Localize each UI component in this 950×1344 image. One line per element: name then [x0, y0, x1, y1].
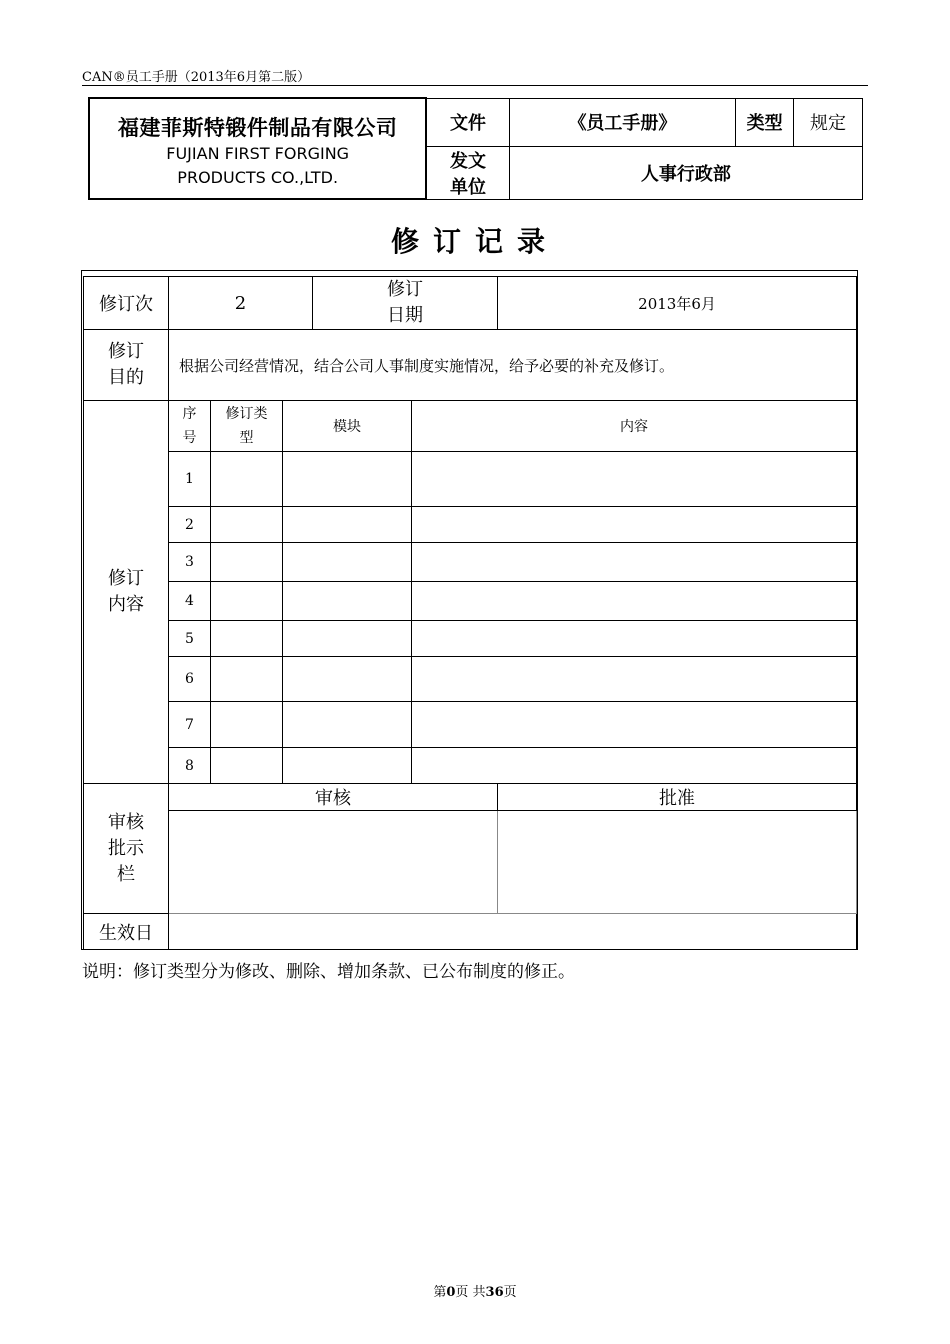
footer-post: 页	[503, 1285, 517, 1300]
company-name-cn: 福建菲斯特锻件制品有限公司	[117, 115, 398, 140]
company-cell	[89, 98, 426, 199]
running-header: CAN®员工手册（2013年6月第二版）	[82, 70, 311, 85]
content-column-header: 内容	[412, 401, 857, 452]
revision-date-label-line2: 日期	[387, 305, 424, 326]
table-row	[84, 702, 857, 748]
page-footer	[0, 1281, 950, 1300]
seq-column-header-line1: 序	[182, 406, 197, 422]
approval-label-line3: 栏	[117, 863, 135, 885]
table-row	[84, 543, 857, 582]
row-content-cell	[412, 452, 857, 507]
file-value: 《员工手册》	[509, 98, 736, 146]
row-content-cell	[412, 748, 857, 784]
row-module-cell	[283, 452, 412, 507]
table-row	[84, 582, 857, 621]
review-header: 审核	[169, 784, 498, 811]
row-seq: 5	[169, 621, 211, 657]
revision-table	[83, 276, 857, 950]
table-row	[84, 452, 857, 507]
revision-purpose-text: 根据公司经营情况，结合公司人事制度实施情况，给予必要的补充及修订。	[169, 330, 857, 401]
revision-content-label-line1: 修订	[108, 568, 144, 589]
row-content-cell	[412, 621, 857, 657]
table-row	[84, 621, 857, 657]
row-seq: 1	[169, 452, 211, 507]
approval-label-line2: 批示	[108, 837, 144, 859]
row-module-cell	[283, 507, 412, 543]
revision-purpose-label	[84, 330, 169, 401]
row-seq: 2	[169, 507, 211, 543]
row-module-cell	[283, 748, 412, 784]
issuer-label-line1: 发文	[450, 150, 487, 172]
revision-no-value: 2	[169, 277, 313, 330]
file-label: 文件	[426, 98, 509, 146]
effective-date-field[interactable]	[169, 914, 857, 950]
issuer-value: 人事行政部	[509, 146, 862, 199]
module-column-header: 模块	[283, 401, 412, 452]
footer-mid: 页 共	[455, 1285, 486, 1300]
revision-date-label	[313, 277, 498, 330]
row-seq: 4	[169, 582, 211, 621]
company-name-en-line2: PRODUCTS CO.,LTD.	[177, 167, 339, 187]
approval-label-line1: 审核	[108, 811, 144, 833]
table-row	[84, 507, 857, 543]
row-content-cell	[412, 543, 857, 582]
row-content-cell	[412, 702, 857, 748]
type-column-header-line2: 型	[239, 430, 254, 446]
document-header-table	[88, 97, 863, 200]
row-module-cell	[283, 543, 412, 582]
company-name-en-line1: FUJIAN FIRST FORGING	[166, 143, 350, 163]
row-module-cell	[283, 702, 412, 748]
type-value: 规定	[794, 98, 863, 146]
table-row	[84, 657, 857, 702]
row-module-cell	[283, 657, 412, 702]
approve-header: 批准	[498, 784, 857, 811]
revision-date-value: 2013年6月	[498, 277, 857, 330]
seq-column-header	[169, 401, 211, 452]
revision-purpose-label-line2: 目的	[108, 367, 144, 388]
revision-purpose-label-line1: 修订	[108, 341, 144, 362]
type-label: 类型	[736, 98, 794, 146]
header-rule	[82, 85, 868, 86]
approval-label	[84, 784, 169, 914]
revision-content-label-line2: 内容	[108, 594, 144, 615]
row-type-cell	[211, 702, 283, 748]
row-type-cell	[211, 452, 283, 507]
row-type-cell	[211, 507, 283, 543]
row-seq: 6	[169, 657, 211, 702]
row-seq: 8	[169, 748, 211, 784]
seq-column-header-line2: 号	[182, 430, 197, 446]
row-module-cell	[283, 621, 412, 657]
row-type-cell	[211, 657, 283, 702]
revision-date-label-line1: 修订	[387, 279, 424, 300]
row-seq: 3	[169, 543, 211, 582]
type-column-header	[211, 401, 283, 452]
row-type-cell	[211, 543, 283, 582]
row-type-cell	[211, 748, 283, 784]
row-seq: 7	[169, 702, 211, 748]
review-signature-field[interactable]	[169, 811, 498, 914]
row-content-cell	[412, 657, 857, 702]
row-module-cell	[283, 582, 412, 621]
page-title: 修订记录	[390, 225, 559, 258]
revision-no-label: 修订次	[84, 277, 169, 330]
row-content-cell	[412, 507, 857, 543]
table-row	[84, 748, 857, 784]
issuer-label	[426, 146, 509, 199]
issuer-label-line2: 单位	[450, 176, 487, 198]
footer-page-number: 0	[446, 1285, 456, 1300]
effective-date-label: 生效日	[84, 914, 169, 950]
footer-total-pages: 36	[485, 1285, 504, 1300]
row-type-cell	[211, 582, 283, 621]
approve-signature-field[interactable]	[498, 811, 857, 914]
footer-pre: 第	[433, 1285, 447, 1300]
row-content-cell	[412, 582, 857, 621]
revision-content-label	[84, 401, 169, 784]
type-column-header-line1: 修订类	[225, 406, 268, 422]
note-text: 说明：修订类型分为修改、删除、增加条款、已公布制度的修正。	[82, 962, 575, 982]
row-type-cell	[211, 621, 283, 657]
